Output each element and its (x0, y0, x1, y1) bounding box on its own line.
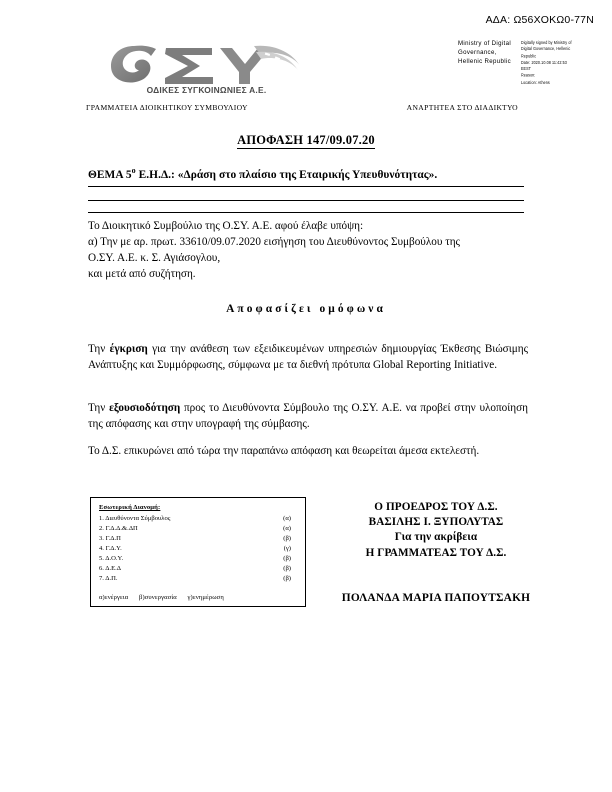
distribution-item-label: 5. Δ.Ο.Υ. (99, 555, 124, 563)
internal-distribution-box (90, 497, 306, 607)
signature-authority-line-3: Hellenic Republic (458, 57, 512, 65)
signature-detail-line-6: Reason: (521, 72, 536, 78)
decision-paragraph-2 (88, 400, 528, 433)
distribution-item (99, 544, 297, 554)
paragraph-2-lead: Την (88, 402, 110, 414)
preamble-block (88, 219, 526, 283)
company-logo (104, 36, 309, 98)
paragraph-2-rest: προς το Διευθύνοντα Σύμβουλο της Ο.ΣΥ. Α.Ε. να προβεί στην υλοποίηση της απόφασης και στην υπογραφή της σύμβασης. (88, 402, 529, 431)
subject-rest: Ε.Η.Δ.: «Δράση στο πλαίσιο της Εταιρικής Υπευθυνότητας». (135, 168, 438, 181)
signature-authority (458, 40, 516, 77)
signature-detail-line-4: Date: 2020.10.08 11:42:53 (521, 59, 567, 65)
signature-authority-line-2: Governance, (458, 48, 497, 56)
signature-certification-note: Για την ακρίβεια (394, 531, 478, 544)
divider-bottom (88, 212, 524, 213)
signature-detail-line-7: Location: Athens (521, 79, 550, 85)
signature-authority-line-1: Ministry of Digital (458, 40, 512, 47)
page-title-text: ΑΠΟΦΑΣΗ 147/09.07.20 (237, 133, 375, 147)
signature-detail-line-1: Digitally signed by Ministry of (521, 40, 572, 45)
legend-item-c: γ)ενημέρωση (187, 594, 224, 602)
paragraph-1-rest: για την ανάθεση των εξειδικευμένων υπηρεσιών δημιουργίας Έκθεσης Βιώσιμης Ανάπτυξης και Συμμόρφωσης, σύμφωνα με τα διεθνή πρότυπα Global Reporting Initiative. (88, 343, 528, 372)
distribution-item-code: (β) (283, 555, 291, 563)
distribution-item (99, 564, 297, 574)
distribution-item-code: (β) (283, 535, 291, 543)
distribution-legend (99, 593, 297, 603)
distribution-item (99, 514, 297, 524)
signature-details (521, 40, 607, 86)
distribution-item-code: (β) (283, 565, 291, 573)
distribution-item-label: 3. Γ.Δ.Π (99, 535, 121, 543)
signature-block (318, 500, 554, 561)
header-publication-notice: ΑΝΑΡΤΗΤΕΑ ΣΤΟ ΔΙΑΔΙΚΤΥΟ (406, 103, 518, 112)
distribution-item-label: 6. Δ.Ε.Δ (99, 565, 122, 573)
subject-superscript: ο (131, 166, 136, 175)
paragraph-1-keyword: έγκριση (109, 343, 148, 355)
legend-item-b: β)συνεργασία (139, 594, 177, 602)
signature-role-secretary: Η ΓΡΑΜΜΑΤΕΑΣ ΤΟΥ Δ.Σ. (365, 546, 507, 559)
logo-subtitle: ΟΔΙΚΕΣ ΣΥΓΚΟΙΝΩΝΙΕΣ Α.Ε. (146, 85, 267, 95)
preamble-line-3: Ο.ΣΥ. Α.Ε. κ. Σ. Αγιάσογλου, (88, 251, 221, 264)
subject-line (88, 166, 526, 181)
header-department: ΓΡΑΜΜΑΤΕΙΑ ΔΙΟΙΚΗΤΙΚΟΥ ΣΥΜΒΟΥΛΙΟΥ (86, 103, 248, 112)
distribution-item (99, 524, 297, 534)
distribution-item (99, 574, 297, 584)
subject-prefix: ΘΕΜΑ 5 (88, 168, 132, 181)
distribution-item-label: 4. Γ.Δ.Υ. (99, 545, 122, 553)
distribution-item-label: 1. Διευθύνοντα Σύμβουλος (99, 515, 171, 523)
paragraph-2-keyword: εξουσιοδότηση (109, 402, 181, 414)
divider-top (88, 186, 524, 187)
distribution-item-label: 2. Γ.Δ.Δ.&.ΔΠ (99, 525, 138, 533)
distribution-item-code: (γ) (283, 545, 291, 553)
digital-signature-stamp (458, 40, 608, 85)
decision-paragraph-1 (88, 341, 528, 374)
distribution-item-code: (β) (283, 575, 291, 583)
signature-chairman-name: ΒΑΣΙΛΗΣ Ι. ΞΥΠΟΛΥΤΑΣ (368, 516, 504, 529)
decision-heading: Αποφασίζει ομόφωνα (226, 303, 386, 315)
document-header-row (86, 103, 518, 112)
divider-middle (88, 200, 524, 201)
distribution-item (99, 554, 297, 564)
distribution-item-label: 7. Δ.Π. (99, 575, 118, 583)
distribution-title: Εσωτερική Διανομή: (99, 504, 161, 511)
distribution-item (99, 534, 297, 544)
osy-logo-mark (104, 36, 309, 88)
signature-detail-line-5: EEST (521, 66, 532, 72)
distribution-item-code: (α) (283, 515, 291, 523)
legend-item-a: α)ενέργεια (99, 594, 129, 602)
paragraph-1-lead: Την (88, 343, 110, 355)
preamble-line-4: και μετά από συζήτηση. (88, 267, 196, 280)
distribution-item-code: (α) (283, 525, 291, 533)
decision-paragraph-3: Το Δ.Σ. επικυρώνει από τώρα την παραπάνω απόφαση και θεωρείται άμεσα εκτελεστή. (88, 445, 480, 457)
signature-detail-line-3: Republic (521, 53, 537, 59)
preamble-line-2: α) Την με αρ. πρωτ. 33610/09.07.2020 εισήγηση του Διευθύνοντος Συμβούλου της (88, 235, 460, 248)
signature-role-chairman: Ο ΠΡΟΕΔΡΟΣ ΤΟΥ Δ.Σ. (374, 501, 498, 513)
signature-secretary-name: ΠΟΛΑΝΔΑ ΜΑΡΙΑ ΠΑΠΟΥΤΣΑΚΗ (341, 592, 531, 604)
preamble-line-1: Το Διοικητικό Συμβούλιο της Ο.ΣΥ. Α.Ε. αφού έλαβε υπόψη: (88, 220, 364, 232)
signature-detail-line-2: Digital Governance, Hellenic (521, 46, 571, 52)
ada-code: ΑΔΑ: Ω56ΧΟΚΩ0-77Ν (485, 14, 594, 26)
page-title (0, 133, 612, 148)
